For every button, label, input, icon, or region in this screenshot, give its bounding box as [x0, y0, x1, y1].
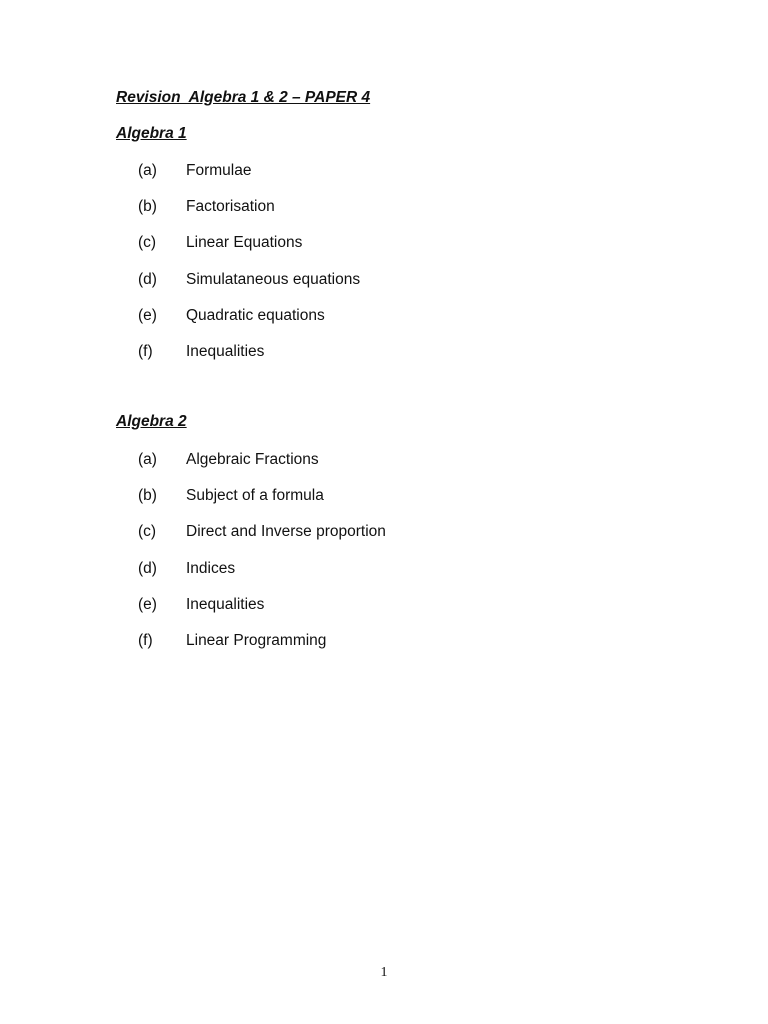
list-item-text: Subject of a formula: [186, 487, 324, 505]
list-item-text: Indices: [186, 559, 236, 577]
list-marker: (d): [138, 559, 157, 577]
list-item-text: Inequalities: [186, 342, 265, 360]
list-item-text: Linear Programming: [186, 631, 327, 649]
list-marker: (f): [138, 631, 153, 649]
list-marker: (e): [138, 595, 157, 613]
list-item-text: Direct and Inverse proportion: [186, 523, 386, 541]
list-item-text: Inequalities: [186, 595, 265, 613]
list-marker: (a): [138, 162, 157, 179]
list-item-text: Linear Equations: [186, 234, 303, 252]
list-marker: (f): [138, 342, 153, 360]
list-marker: (b): [138, 198, 157, 216]
section-heading-algebra-2: Algebra 2: [116, 413, 187, 430]
list-marker: (b): [138, 487, 157, 505]
list-item-text: Algebraic Fractions: [186, 451, 319, 468]
list-item-text: Quadratic equations: [186, 306, 325, 324]
list-item-text: Simulataneous equations: [186, 270, 361, 288]
list-item-text: Formulae: [186, 162, 252, 179]
list-marker: (c): [138, 523, 157, 541]
list-marker: (e): [138, 306, 157, 324]
list-item-text: Factorisation: [186, 198, 275, 216]
list-marker: (a): [138, 451, 157, 468]
document-title: Revision Algebra 1 & 2 – PAPER 4: [116, 89, 371, 106]
list-marker: (d): [138, 270, 157, 288]
list-marker: (c): [138, 234, 157, 252]
section-heading-algebra-1: Algebra 1: [116, 125, 187, 142]
page-number: 1: [380, 965, 388, 980]
